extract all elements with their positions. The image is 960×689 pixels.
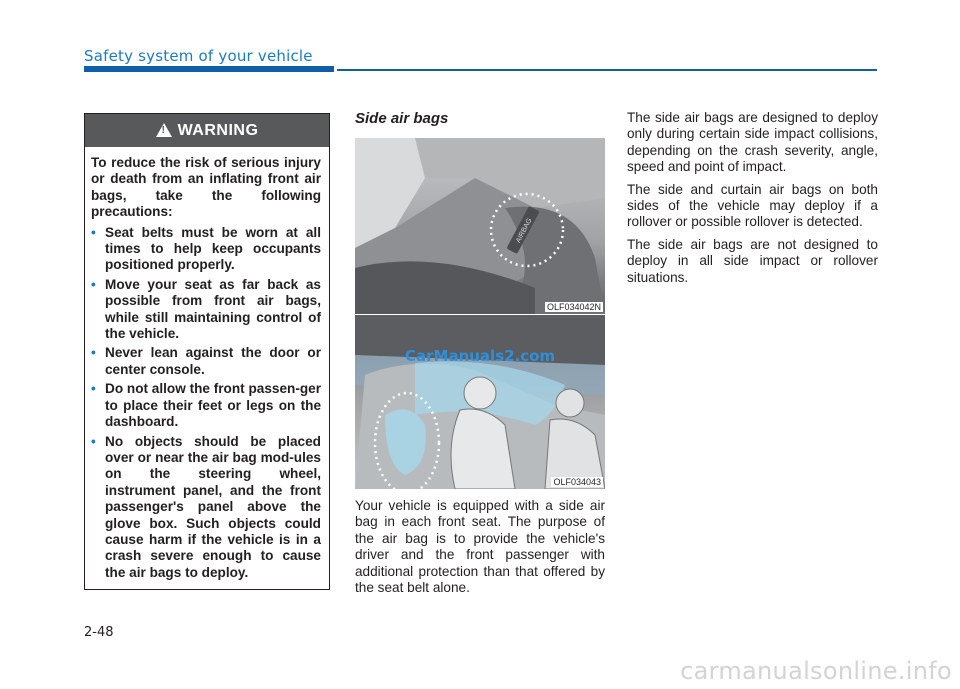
warning-item-text: Seat belts must be worn at all times to help keep occupants positioned properly. bbox=[105, 224, 321, 273]
footer-watermark: carmanualsonline.info bbox=[680, 657, 952, 685]
bullet-icon: • bbox=[91, 433, 96, 449]
warning-box bbox=[84, 113, 330, 590]
warning-intro: To reduce the risk of serious injury or death from an inflating front air bags, take the following precautions: bbox=[91, 155, 321, 220]
header-rule-thick bbox=[84, 66, 334, 72]
airbag-tag-label: AIRBAG bbox=[515, 217, 534, 245]
section-title: Side air bags bbox=[355, 110, 449, 127]
bullet-icon: • bbox=[91, 345, 96, 361]
figure-code-label: OLF034043 bbox=[553, 477, 601, 487]
figure-code-label: OLF034042N bbox=[546, 302, 601, 312]
paragraph: The side air bags are designed to deploy only during certain side impact collisions, depending on the crash severity, angle, speed and point of impact. bbox=[627, 110, 878, 175]
header-rule-thin bbox=[337, 69, 877, 71]
deployed-airbag-illustration bbox=[355, 315, 605, 489]
seat-illustration bbox=[355, 138, 605, 314]
paragraph: The side and curtain air bags on both sides of the vehicle may deploy if a rollover or possible rollover is detected. bbox=[627, 181, 878, 230]
watermark-text: CarManuals2.com bbox=[405, 347, 556, 365]
warning-triangle-icon bbox=[156, 123, 172, 137]
warning-item-text: Move your seat as far back as possible from front air bags, while still maintaining control of the vehicle. bbox=[105, 276, 321, 342]
warning-heading bbox=[85, 114, 329, 147]
warning-item bbox=[91, 381, 321, 430]
paragraph: The side air bags are not designed to deploy in all side impact or rollover situations. bbox=[627, 236, 878, 285]
warning-item bbox=[91, 434, 321, 582]
side-airbag-description: Your vehicle is equipped with a side air bag in each front seat. The purpose of the air bag is to provide the vehicle's driver and the front passenger with additional protection than that offered by the seat belt alone. bbox=[355, 498, 605, 596]
figure-seat-airbag bbox=[355, 138, 605, 314]
section-header-title: Safety system of your vehicle bbox=[84, 47, 313, 65]
right-column-text bbox=[627, 110, 878, 292]
page-number: 2-48 bbox=[84, 625, 114, 640]
warning-item-text: Never lean against the door or center console. bbox=[105, 345, 321, 377]
bullet-icon: • bbox=[91, 381, 96, 397]
bullet-icon: • bbox=[91, 276, 96, 292]
bullet-icon: • bbox=[91, 224, 96, 240]
warning-item-text: No objects should be placed over or near the air bag mod-ules on the steering wheel, instrument panel, and the front passenger's panel above the glove box. Such objects could cause harm if the vehicle is in a crash severe enough to cause the air bags to deploy. bbox=[105, 433, 321, 580]
warning-item bbox=[91, 277, 321, 343]
warning-list bbox=[91, 225, 321, 582]
warning-heading-label: WARNING bbox=[177, 121, 259, 139]
warning-item bbox=[91, 345, 321, 378]
figure-airbag-deployed bbox=[355, 315, 605, 489]
warning-item bbox=[91, 225, 321, 274]
warning-item-text: Do not allow the front passen-ger to place their feet or legs on the dashboard. bbox=[105, 381, 321, 430]
